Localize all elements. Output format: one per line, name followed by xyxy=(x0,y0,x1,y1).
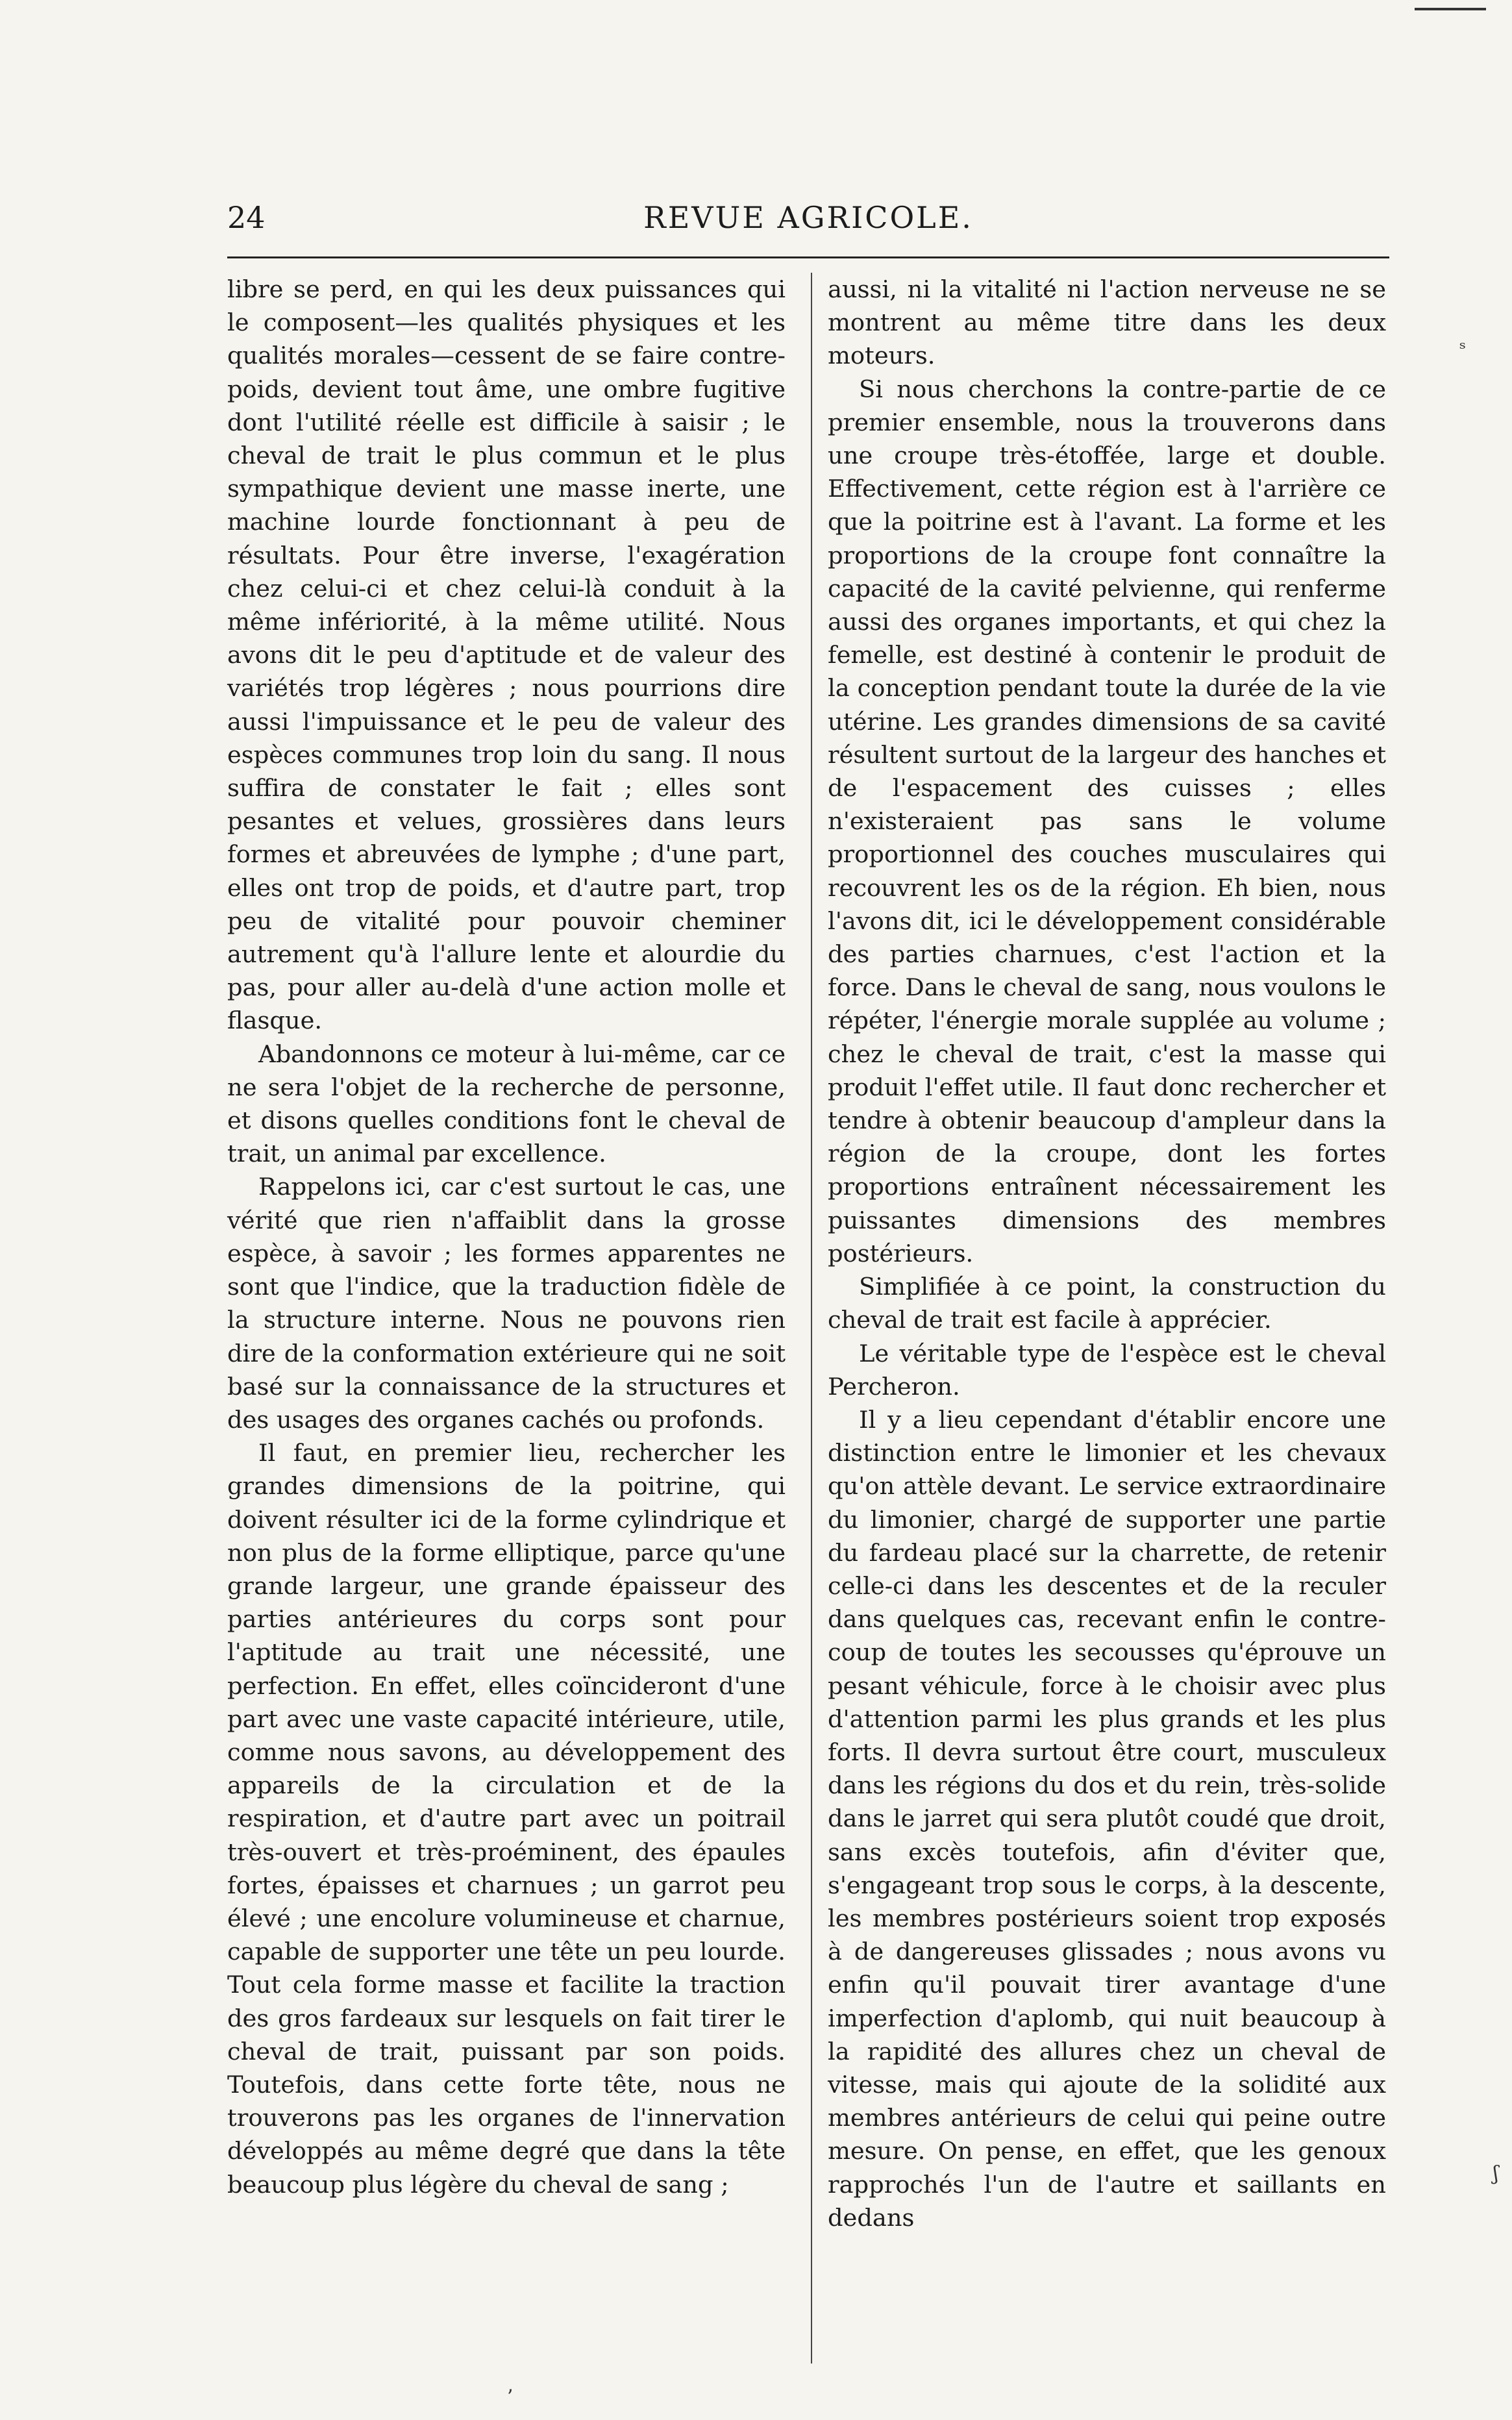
left-paragraph-1: libre se perd, en qui les deux puissances qui le composent—les qualités physiques et les qualités morales—cessent de se faire contre-poids, devient tout âme, une ombre fugitive dont l'utilité réelle est difficile à saisir ; le cheval de trait le plus commun et le plus sympathique devient une masse inerte, une machine lourde fonctionnant à peu de résultats. Pour être inverse, l'exagération chez celui-ci et chez celui-là conduit à la même infériorité, à la même utilité. Nous avons dit le peu d'aptitude et de valeur des variétés trop légères ; nous pourrions dire aussi l'impuissance et le peu de valeur des espèces communes trop loin du sang. Il nous suffira de constater le fait ; elles sont pesantes et velues, grossières dans leurs formes et abreuvées de lymphe ; d'une part, elles ont trop de poids, et d'autre part, trop peu de vitalité pour pouvoir cheminer autrement qu'à l'allure lente et alourdie du pas, pour aller au-delà d'une action molle et flasque. xyxy=(227,275,786,1035)
margin-mark-bottom: ʼ xyxy=(506,2386,513,2409)
right-paragraph-2: Si nous cherchons la contre-partie de ce premier ensemble, nous la trouverons dans une croupe très-étoffée, large et double. Effectivement, cette région est à l'arrière ce que la poitrine est à l'avant. La forme et les proportions de la croupe font connaître la capacité de la cavité pelvienne, qui renferme aussi des organes importants, et qui chez la femelle, est destiné à contenir le produit de la conception pendant toute la durée de la vie utérine. Les grandes dimensions de sa cavité résultent surtout de la largeur des hanches et de l'espacement des cuisses ; elles n'existeraient pas sans le volume proportionnel des couches musculaires qui recouvrent les os de la région. Eh bien, nous l'avons dit, ici le développement considérable des parties charnues, c'est l'action et la force. Dans le cheval de sang, nous voulons le répéter, l'énergie morale supplée au volume ; chez le cheval de trait, c'est la masse qui produit l'effet utile. Il faut donc rechercher et tendre à obtenir beaucoup d'ampleur dans la région de la croupe, dont les fortes proportions entraînent nécessairement les puissantes dimensions des membres postérieurs. xyxy=(828,375,1386,1267)
left-paragraph-3: Rappelons ici, car c'est surtout le cas, une vérité que rien n'affaiblit dans la grosse espèce, à savoir ; les formes apparentes ne sont que l'indice, que la traduction fidèle de la structure interne. Nous ne pouvons rien dire de la conformation extérieure qui ne soit basé sur la connaissance de la structures et des usages des organes cachés ou profonds. xyxy=(227,1173,786,1434)
right-paragraph-3: Simplifiée à ce point, la construction du cheval de trait est facile à apprécier. xyxy=(828,1273,1386,1334)
page-number: 24 xyxy=(227,200,266,235)
right-paragraph-1: aussi, ni la vitalité ni l'action nerveuse ne se montrent au même titre dans les deux moteurs. xyxy=(828,275,1386,370)
left-paragraph-2: Abandonnons ce moteur à lui-même, car ce ne sera l'objet de la recherche de personne, et disons quelles conditions font le cheval de trait, un animal par excellence. xyxy=(227,1040,786,1168)
top-edge-mark xyxy=(1415,8,1486,10)
page-header xyxy=(227,195,1389,240)
margin-mark-lower: ʃ xyxy=(1493,2162,1499,2185)
right-paragraph-4: Le véritable type de l'espèce est le cheval Percheron. xyxy=(828,1339,1386,1401)
right-column xyxy=(828,273,1386,2234)
column-divider xyxy=(811,273,812,2364)
margin-mark-upper: ˢ xyxy=(1459,338,1467,360)
left-column xyxy=(227,273,786,2201)
right-paragraph-5: Il y a lieu cependant d'établir encore une distinction entre le limonier et les chevaux qu'on attèle devant. Le service extraordinaire du limonier, chargé de supporter une partie du fardeau placé sur la charrette, de retenir celle-ci dans les descentes et de la reculer dans quelques cas, recevant enfin le contre-coup de toutes les secousses qu'éprouve un pesant véhicule, force à le choisir avec plus d'attention parmi les plus grands et les plus forts. Il devra surtout être court, musculeux dans les régions du dos et du rein, très-solide dans le jarret qui sera plutôt coudé que droit, sans excès toutefois, afin d'éviter que, s'engageant trop sous le corps, à la descente, les membres postérieurs soient trop exposés à de dangereuses glissades ; nous avons vu enfin qu'il pouvait tirer avantage d'une imperfection d'aplomb, qui nuit beaucoup à la rapidité des allures chez un cheval de vitesse, mais qui ajoute de la solidité aux membres antérieurs de celui qui peine outre mesure. On pense, en effet, que les genoux rapprochés l'un de l'autre et saillants en dedans xyxy=(828,1405,1386,2232)
running-title: REVUE AGRICOLE. xyxy=(643,200,973,235)
header-rule xyxy=(227,256,1389,258)
left-paragraph-4: Il faut, en premier lieu, rechercher les grandes dimensions de la poitrine, qui doivent résulter ici de la forme cylindrique et non plus de la forme elliptique, parce qu'une grande largeur, une grande épaisseur des parties antérieures du corps sont pour l'aptitude au trait une nécessité, une perfection. En effet, elles coïncideront d'une part avec une vaste capacité intérieure, utile, comme nous savons, au développement des appareils de la circulation et de la respiration, et d'autre part avec un poitrail très-ouvert et très-proéminent, des épaules fortes, épaisses et charnues ; un garrot peu élevé ; une encolure volumineuse et charnue, capable de supporter une tête un peu lourde. Tout cela forme masse et facilite la traction des gros fardeaux sur lesquels on fait tirer le cheval de trait, puissant par son poids. Toutefois, dans cette forte tête, nous ne trouverons pas les organes de l'innervation développés au même degré que dans la tête beaucoup plus légère du cheval de sang ; xyxy=(227,1439,786,2199)
